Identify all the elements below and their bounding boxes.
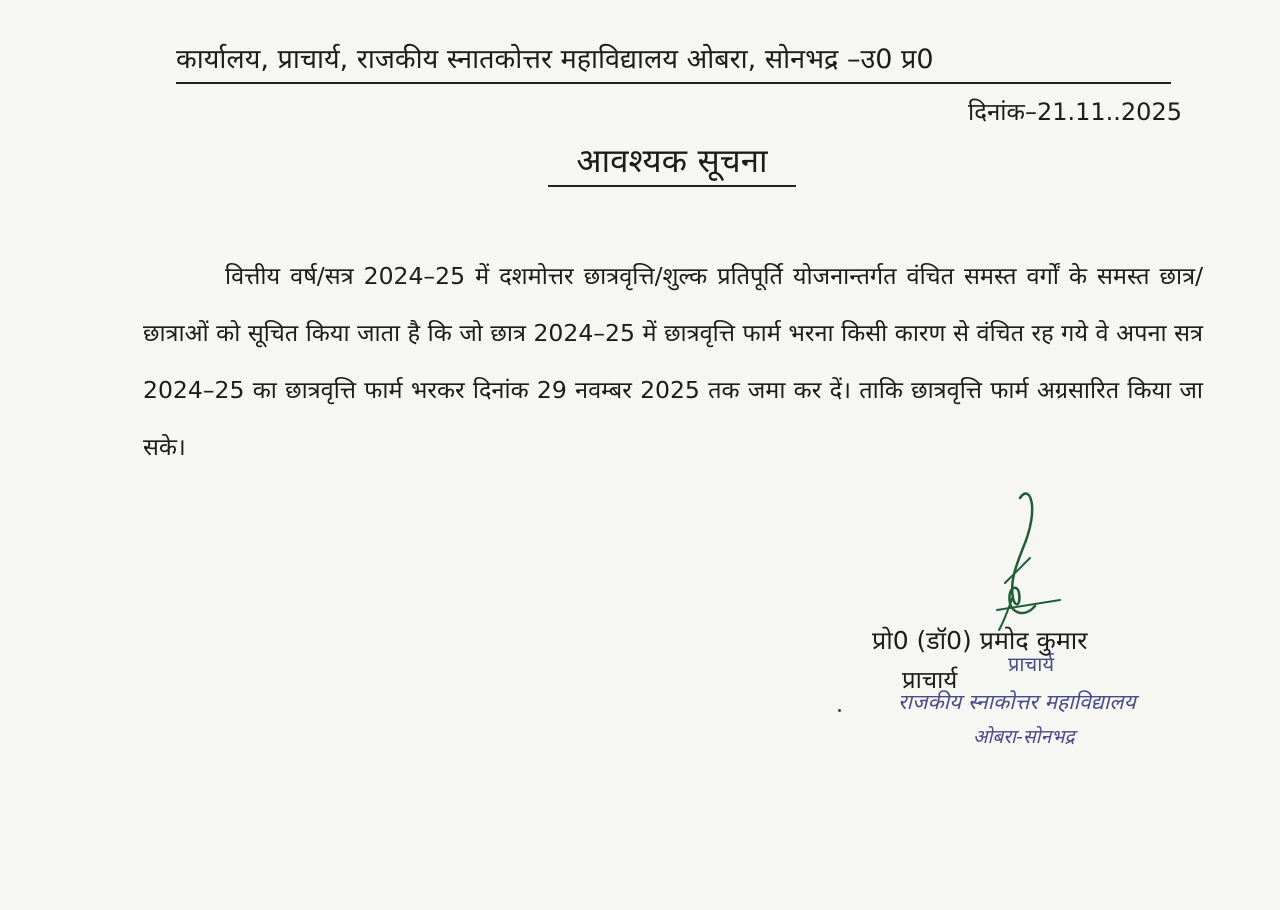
ink-dot <box>838 709 841 712</box>
notice-title: आवश्यक सूचना <box>548 137 796 187</box>
signatory-name: प्रो0 (डॉ0) प्रमोद कुमार <box>872 626 1088 655</box>
notice-body: वित्तीय वर्ष/सत्र 2024–25 में दशमोत्तर छात्रवृत्ति/शुल्क प्रतिपूर्ति योजनान्तर्गत वंचित समस्त वर्गों के समस्त छात्र/छात्राओं को सूचित किया जाता है कि जो छात्र 2024–25 में छात्रवृत्ति फार्म भरना किसी कारण से वंचित रह गये वे अपना सत्र 2024–25 का छात्रवृत्ति फार्म भरकर दिनांक 29 नवम्बर 2025 तक जमा कर दें। ताकि छात्रवृत्ति फार्म अग्रसारित किया जा सके। <box>143 262 1203 461</box>
notice-date: दिनांक–21.11..2025 <box>968 98 1182 126</box>
signatory-designation: प्राचार्य <box>902 666 958 694</box>
office-header: कार्यालय, प्राचार्य, राजकीय स्नातकोत्तर महाविद्यालय ओबरा, सोनभद्र –उ0 प्र0 <box>176 38 1171 84</box>
stamp-college: राजकीय स्नाकोत्तर महाविद्यालय <box>898 690 1136 714</box>
stamp-place: ओबरा-सोनभद्र <box>973 726 1075 748</box>
handwritten-signature <box>985 488 1070 633</box>
stamp-designation: प्राचार्य <box>1008 652 1055 676</box>
